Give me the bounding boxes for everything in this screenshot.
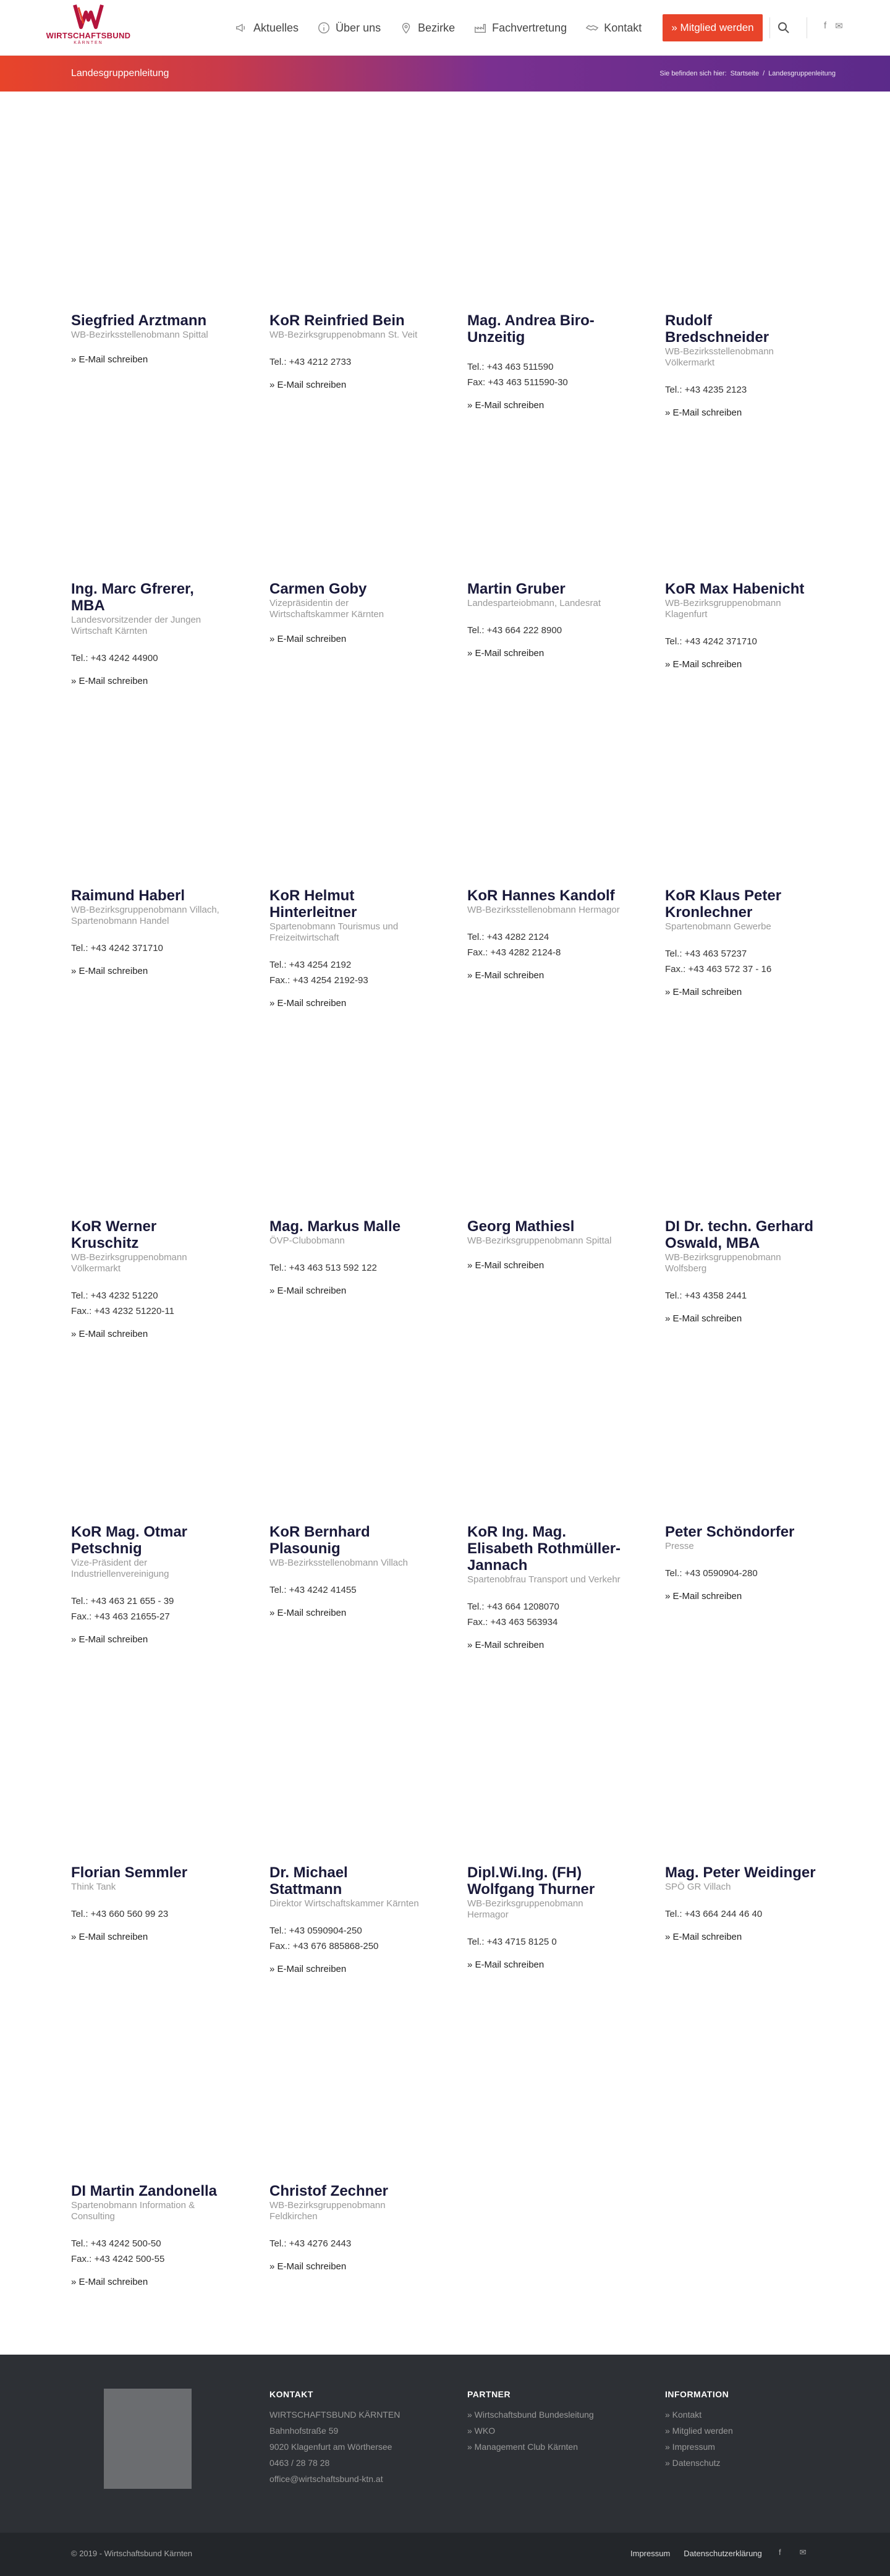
person-name: Mag. Andrea Biro-Unzeitig — [467, 312, 595, 346]
person-card — [269, 1524, 424, 1618]
email-link[interactable]: » E-Mail schreiben — [269, 2261, 347, 2272]
person-phones — [269, 1582, 424, 1598]
person-card — [71, 1218, 226, 1339]
person-name: KoR Hannes Kandolf — [467, 887, 615, 904]
person-role: WB-Bezirksgruppenobmann Villach, Spartenobmann Handel — [71, 905, 219, 926]
legal-links — [630, 2549, 762, 2558]
search-icon[interactable] — [776, 20, 791, 35]
person-phone: Tel.: +43 0590904-280 — [665, 1568, 758, 1579]
person-phone: Tel.: +43 4254 2192 — [269, 960, 352, 970]
nav-label: Aktuelles — [253, 21, 299, 34]
person-phone: Tel.: +43 4242 44900 — [71, 653, 158, 663]
person-phone: Tel.: +43 4715 8125 0 — [467, 1937, 557, 1947]
person-role: Vizepräsidentin der Wirtschaftskammer Kärnten — [269, 598, 384, 620]
person-role: WB-Bezirksgruppenobmann Hermagor — [467, 1898, 583, 1920]
person-role: Landesvorsitzender der Jungen Wirtschaft Kärnten — [71, 615, 201, 636]
person-name: Mag. Peter Weidinger — [665, 1864, 816, 1881]
person-phones — [269, 354, 424, 370]
person-phone: Fax.: +43 4254 2192-93 — [269, 975, 368, 986]
email-link[interactable]: » E-Mail schreiben — [269, 1286, 347, 1296]
footer-link[interactable]: » Impressum — [665, 2442, 715, 2452]
footer-partner — [467, 2389, 628, 2455]
nav-item-aktuelles[interactable] — [235, 21, 299, 35]
logo-text: WIRTSCHAFTSBUND — [46, 31, 131, 40]
person-name: KoR Mag. Otmar Petschnig — [71, 1524, 188, 1557]
person-card — [71, 1524, 226, 1645]
person-phones — [665, 1566, 820, 1581]
person-name: Christof Zechner — [269, 2183, 389, 2199]
mail-icon[interactable]: ✉ — [799, 2548, 807, 2557]
person-phone: Tel.: +43 0590904-250 — [269, 1926, 362, 1936]
person-role: WB-Bezirksstellenobmann Hermagor — [467, 905, 620, 915]
person-name: Rudolf Bredschneider — [665, 312, 769, 346]
email-link[interactable]: » E-Mail schreiben — [467, 970, 545, 981]
footer-social-links — [779, 2548, 807, 2557]
person-name: KoR Reinfried Bein — [269, 312, 405, 329]
person-phones — [665, 1906, 820, 1922]
person-role: Vize-Präsident der Industriellenvereinigung — [71, 1558, 169, 1579]
person-name: Georg Mathiesl — [467, 1218, 575, 1235]
nav-label: Fachvertretung — [492, 21, 567, 34]
person-role: WB-Bezirksgruppenobmann St. Veit — [269, 330, 418, 340]
person-card — [665, 312, 820, 418]
person-phone: Fax: +43 463 511590-30 — [467, 377, 568, 388]
person-phone: Tel.: +43 4358 2441 — [665, 1290, 747, 1301]
person-name: Carmen Goby — [269, 581, 367, 597]
person-role: Presse — [665, 1541, 694, 1551]
person-name: Florian Semmler — [71, 1864, 188, 1881]
person-name: Ing. Marc Gfrerer, MBA — [71, 581, 194, 614]
person-card — [71, 1864, 226, 1942]
site-footer — [0, 2355, 890, 2533]
person-role: WB-Bezirksgruppenobmann Feldkirchen — [269, 2200, 386, 2222]
nav-label: Bezirke — [418, 21, 456, 34]
person-phone: Tel.: +43 463 511590 — [467, 362, 554, 372]
person-phones — [467, 1934, 622, 1950]
person-phones — [269, 2236, 424, 2251]
person-phone: Tel.: +43 4242 371710 — [71, 943, 163, 953]
person-name: KoR Max Habenicht — [665, 581, 805, 597]
person-role: WB-Bezirksgruppenobmann Klagenfurt — [665, 598, 781, 620]
person-phone: Fax.: +43 676 885868-250 — [269, 1941, 379, 1951]
email-link[interactable]: » E-Mail schreiben — [71, 1634, 148, 1645]
person-phones — [71, 650, 226, 666]
facebook-icon[interactable]: f — [824, 20, 827, 31]
person-role: Spartenobmann Gewerbe — [665, 921, 771, 932]
handshake-icon — [585, 21, 599, 35]
person-phones — [71, 940, 226, 956]
email-link[interactable]: » E-Mail schreiben — [269, 1964, 347, 1974]
footer-heading: PARTNER — [467, 2389, 511, 2399]
footer-link[interactable]: » Datenschutz — [665, 2458, 721, 2468]
person-role: WB-Bezirksgruppenobmann Wolfsberg — [665, 1252, 781, 1274]
nav-item-fachvertretung[interactable] — [473, 21, 567, 35]
mail-icon[interactable]: ✉ — [835, 21, 843, 32]
footer-heading: INFORMATION — [665, 2389, 729, 2399]
person-phone: Tel.: +43 4242 41455 — [269, 1585, 357, 1595]
person-card — [71, 887, 226, 976]
footer-bottombar — [0, 2533, 890, 2576]
person-phone: Fax.: +43 4242 500-55 — [71, 2254, 165, 2264]
person-phone: Fax.: +43 4282 2124-8 — [467, 947, 561, 958]
person-phones — [665, 382, 820, 398]
person-phones — [467, 359, 622, 390]
email-link[interactable]: » E-Mail schreiben — [467, 1260, 545, 1271]
person-card — [71, 2183, 226, 2287]
person-card — [467, 1864, 622, 1970]
person-phone: Tel.: +43 463 57237 — [665, 949, 747, 959]
person-card — [269, 887, 424, 1009]
person-card — [665, 1218, 820, 1324]
person-name: KoR Klaus Peter Kronlechner — [665, 887, 782, 921]
footer-contact-line: 0463 / 28 78 28 — [269, 2458, 330, 2468]
person-name: DI Dr. techn. Gerhard Oswald, MBA — [665, 1218, 814, 1252]
nav-item-kontakt[interactable] — [585, 21, 642, 35]
footer-contact-email[interactable]: office@wirtschaftsbund-ktn.at — [269, 2474, 383, 2484]
email-link[interactable]: » E-Mail schreiben — [71, 354, 148, 365]
copyright: © 2019 - Wirtschaftsbund Kärnten — [71, 2549, 193, 2558]
email-link[interactable]: » E-Mail schreiben — [269, 634, 347, 644]
person-phone: Tel.: +43 4212 2733 — [269, 357, 352, 367]
person-phones — [71, 1906, 226, 1922]
person-name: Dipl.Wi.Ing. (FH) Wolfgang Thurner — [467, 1864, 595, 1898]
person-phones — [665, 634, 820, 649]
person-name: Siegfried Arztmann — [71, 312, 207, 329]
footer-heading: KONTAKT — [269, 2389, 313, 2399]
person-role: WB-Bezirksstellenobmann Spittal — [71, 330, 208, 340]
person-phone: Fax.: +43 463 572 37 - 16 — [665, 964, 772, 975]
person-phone: Tel.: +43 664 1208070 — [467, 1601, 559, 1612]
email-link[interactable]: » E-Mail schreiben — [71, 1932, 148, 1942]
person-phone: Tel.: +43 4276 2443 — [269, 2238, 352, 2249]
person-card — [467, 1218, 622, 1271]
person-name: Mag. Markus Malle — [269, 1218, 401, 1235]
people-grid — [0, 92, 890, 2355]
email-link[interactable]: » E-Mail schreiben — [467, 648, 545, 659]
person-phones — [269, 957, 424, 988]
person-card — [71, 581, 226, 686]
person-role: WB-Bezirksgruppenobmann Völkermarkt — [71, 1252, 187, 1274]
person-role: WB-Bezirksstellenobmann Völkermarkt — [665, 346, 774, 368]
person-phones — [269, 1260, 424, 1276]
map-pin-icon — [399, 21, 413, 35]
person-phone: Tel.: +43 4232 51220 — [71, 1290, 158, 1301]
main-nav — [235, 0, 660, 56]
email-link[interactable]: » E-Mail schreiben — [71, 966, 148, 976]
email-link[interactable]: » E-Mail schreiben — [467, 1640, 545, 1650]
person-phone: Fax.: +43 463 563934 — [467, 1617, 558, 1627]
footer-contact-line: WIRTSCHAFTSBUND KÄRNTEN — [269, 2410, 400, 2420]
facebook-icon[interactable]: f — [779, 2548, 781, 2557]
person-name: DI Martin Zandonella — [71, 2183, 218, 2199]
person-card — [71, 312, 226, 365]
person-name: KoR Bernhard Plasounig — [269, 1524, 370, 1557]
person-role: WB-Bezirksstellenobmann Villach — [269, 1558, 408, 1568]
person-phones — [71, 1288, 226, 1319]
person-role: Landesparteiobmann, Landesrat — [467, 598, 601, 608]
impressum-link[interactable]: Impressum — [630, 2549, 671, 2558]
person-phone: Tel.: +43 463 513 592 122 — [269, 1263, 377, 1273]
nav-label: Über uns — [336, 21, 381, 34]
person-role: Think Tank — [71, 1882, 116, 1892]
person-name: Martin Gruber — [467, 581, 566, 597]
footer-link[interactable]: » WKO — [467, 2426, 496, 2436]
footer-contact-line: 9020 Klagenfurt am Wörthersee — [269, 2442, 392, 2452]
person-card — [269, 312, 424, 390]
footer-kontakt — [269, 2389, 430, 2487]
nav-label: Kontakt — [604, 21, 642, 34]
email-link[interactable]: » E-Mail schreiben — [665, 407, 742, 418]
person-role: Spartenobmann Information & Consulting — [71, 2200, 195, 2222]
person-phones — [269, 1923, 424, 1954]
person-card — [269, 2183, 424, 2272]
person-phones — [71, 2236, 226, 2267]
email-link[interactable]: » E-Mail schreiben — [665, 1313, 742, 1324]
info-icon — [317, 21, 331, 35]
page-title: Landesgruppenleitung — [71, 68, 169, 79]
person-name: Raimund Haberl — [71, 887, 185, 904]
email-link[interactable]: » E-Mail schreiben — [71, 2277, 148, 2287]
person-role: Spartenobmann Tourismus und Freizeitwirtschaft — [269, 921, 399, 943]
header-social-links — [824, 20, 843, 32]
person-phones — [665, 946, 820, 977]
header-divider — [769, 17, 770, 38]
footer-logo-placeholder — [104, 2389, 192, 2489]
email-link[interactable]: » E-Mail schreiben — [71, 1329, 148, 1339]
breadcrumb-home-link[interactable]: Startseite — [730, 70, 760, 77]
email-link[interactable]: » E-Mail schreiben — [71, 676, 148, 686]
email-link[interactable]: » E-Mail schreiben — [467, 1960, 545, 1970]
person-role: WB-Bezirksgruppenobmann Spittal — [467, 1235, 612, 1246]
privacy-link[interactable]: Datenschutzerklärung — [684, 2549, 762, 2558]
person-name: Peter Schöndorfer — [665, 1524, 795, 1540]
person-card — [269, 1864, 424, 1974]
person-card — [467, 1524, 622, 1650]
person-role: Spartenobfrau Transport und Verkehr — [467, 1574, 621, 1585]
person-phone: Tel.: +43 664 222 8900 — [467, 625, 562, 636]
person-card — [467, 887, 622, 981]
email-link[interactable]: » E-Mail schreiben — [467, 400, 545, 411]
person-phone: Tel.: +43 664 244 46 40 — [665, 1909, 763, 1919]
nav-item-bezirke[interactable] — [399, 21, 455, 35]
person-name: KoR Ing. Mag. Elisabeth Rothmüller-Jannach — [467, 1524, 621, 1574]
person-phone: Tel.: +43 4282 2124 — [467, 932, 549, 942]
person-role: SPÖ GR Villach — [665, 1882, 731, 1892]
become-member-button[interactable]: » Mitglied werden — [663, 14, 763, 41]
footer-link[interactable]: » Management Club Kärnten — [467, 2442, 578, 2452]
person-card — [665, 581, 820, 670]
breadcrumb-current: Landesgruppenleitung — [768, 70, 836, 77]
megaphone-icon — [235, 21, 248, 35]
person-phones — [665, 1288, 820, 1303]
email-link[interactable]: » E-Mail schreiben — [665, 659, 742, 670]
footer-contact-line: Bahnhofstraße 59 — [269, 2426, 339, 2436]
person-card — [269, 1218, 424, 1296]
footer-link[interactable]: » Kontakt — [665, 2410, 702, 2420]
person-card — [269, 581, 424, 644]
person-phone: Fax.: +43 4232 51220-11 — [71, 1306, 174, 1316]
person-phone: Tel.: +43 4235 2123 — [665, 385, 747, 395]
breadcrumb — [659, 70, 836, 77]
person-phone: Tel.: +43 660 560 99 23 — [71, 1909, 169, 1919]
person-phone: Tel.: +43 4242 371710 — [665, 636, 757, 647]
person-phones — [467, 929, 622, 960]
email-link[interactable]: » E-Mail schreiben — [665, 1932, 742, 1942]
person-phone: Fax.: +43 463 21655-27 — [71, 1611, 170, 1622]
person-card — [665, 1864, 820, 1942]
person-phones — [467, 623, 622, 638]
person-phones — [71, 1593, 226, 1624]
person-phone: Tel.: +43 4242 500-50 — [71, 2238, 161, 2249]
logo-subtext: KÄRNTEN — [74, 41, 103, 45]
email-link[interactable]: » E-Mail schreiben — [665, 987, 742, 997]
person-card — [467, 312, 622, 411]
person-name: Dr. Michael Stattmann — [269, 1864, 348, 1898]
person-name: KoR Werner Kruschitz — [71, 1218, 157, 1252]
person-phones — [467, 1599, 622, 1630]
person-phone: Tel.: +43 463 21 655 - 39 — [71, 1596, 174, 1606]
site-header — [0, 0, 890, 56]
email-link[interactable]: » E-Mail schreiben — [665, 1591, 742, 1601]
site-logo[interactable] — [46, 4, 131, 52]
email-link[interactable]: » E-Mail schreiben — [269, 1608, 347, 1618]
footer-information — [665, 2389, 826, 2471]
breadcrumb-prefix: Sie befinden sich hier: — [659, 70, 727, 77]
person-name: KoR Helmut Hinterleitner — [269, 887, 357, 921]
footer-link[interactable]: » Wirtschaftsbund Bundesleitung — [467, 2410, 594, 2420]
logo-w-icon — [72, 4, 104, 30]
footer-link[interactable]: » Mitglied werden — [665, 2426, 733, 2436]
person-card — [467, 581, 622, 659]
person-card — [665, 887, 820, 997]
email-link[interactable]: » E-Mail schreiben — [269, 998, 347, 1009]
page-titlebar — [0, 56, 890, 92]
factory-icon — [473, 21, 487, 35]
email-link[interactable]: » E-Mail schreiben — [269, 380, 347, 390]
nav-item-ueber-uns[interactable] — [317, 21, 381, 35]
person-card — [665, 1524, 820, 1601]
person-role: ÖVP-Clubobmann — [269, 1235, 345, 1246]
person-role: Direktor Wirtschaftskammer Kärnten — [269, 1898, 419, 1909]
breadcrumb-separator: / — [763, 70, 765, 77]
